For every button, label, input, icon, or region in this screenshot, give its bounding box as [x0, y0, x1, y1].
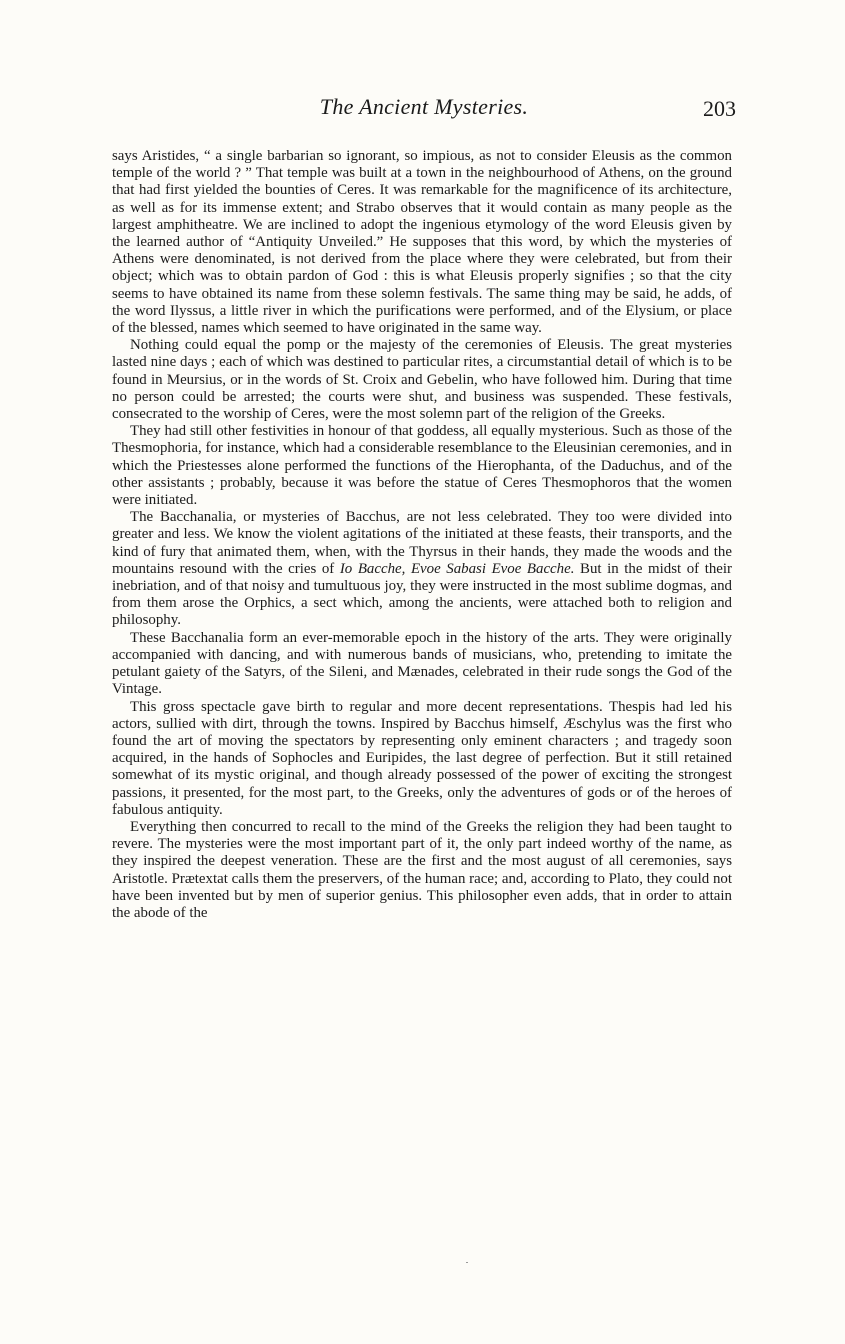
page-header [110, 94, 738, 124]
running-title: The Ancient Mysteries. [319, 94, 529, 119]
paragraph-7: Everything then concurred to recall to the mind of the Greeks the religion they had been taught to revere. The mysteries were the most important part of it, the only part indeed worthy of the name, as they inspired the deepest veneration. These are the first and the most august of all ceremonies, says Aristotle. Prætextat calls them the preservers, of the human race; and, according to Plato, they could not have been invented but by men of superior genius. This philosopher even adds, that in order to attain the abode of the [112, 818, 732, 921]
bacchic-cry: Io Bacche, Evoe Sabasi Evoe Bacche. [339, 560, 575, 577]
paragraph-4 [112, 509, 732, 629]
page-number: 203 [703, 96, 736, 121]
paragraph-2: Nothing could equal the pomp or the majesty of the ceremonies of Eleusis. The great mysteries lasted nine days ; each of which was destined to particular rites, a circumstantial detail of which is to be found in Meursius, or in the words of St. Croix and Gebelin, who have followed him. During that time no person could be arrested; the courts were shut, and business was suspended. These festivals, consecrated to the worship of Ceres, were the most solemn part of the religion of the Greeks. [112, 337, 732, 423]
paragraph-3: They had still other festivities in honour of that goddess, all equally mysterious. Such as those of the Thesmophoria, for instance, which had a considerable resemblance to the Eleusinian ceremonies, and in which the Priestesses alone performed the functions of the Hierophanta, of the Daduchus, and of the other assistants ; probably, because it was before the statue of Ceres Thesmophoros that the women were initiated. [112, 423, 732, 509]
paragraph-4-text-before: The Bacchanalia, or mysteries of Bacchus, are not less celebrated. They too were divided into greater and less. We know the violent agitations of the initiated at these feasts, their transports, and the kind of fury that animated them, when, with the Thyrsus in their hands, they made the woods and the mountains resound with the cries of [112, 509, 732, 577]
paragraph-1: says Aristides, “ a single barbarian so ignorant, so impious, as not to consider Eleusis as the common temple of the world ? ” That temple was built at a town in the neighbourhood of Athens, on the ground that had first yielded the bounties of Ceres. It was remarkable for the magnificence of its architecture, as well as for its immense extent; and Strabo observes that it would contain as many people as the largest amphitheatre. We are inclined to adopt the ingenious etymology of the word Eleusis given by the learned author of “Antiquity Unveiled.” He supposes that this word, by which the mysteries of Athens were denominated, is not derived from the place where they were celebrated, but from their object; which was to obtain pardon of God : this is what Eleusis properly signifies ; so that the city seems to have obtained its name from these solemn festivals. The same thing may be said, he adds, of the word Ilyssus, a little river in which the purifications were performed, and of the Elysium, or place of the blessed, names which seemed to have originated in the same way. [112, 148, 732, 337]
body-text [112, 148, 732, 922]
print-speck [466, 1262, 468, 1263]
paragraph-4-text-after: But in the midst of their inebriation, and of that noisy and tumultuous joy, they were instructed in the most sublime dogmas, and from them arose the Orphics, a sect which, among the ancients, were attached both to religion and philosophy. [112, 560, 732, 629]
paragraph-6: This gross spectacle gave birth to regular and more decent representations. Thespis had led his actors, sullied with dirt, through the towns. Inspired by Bacchus himself, Æschylus was the first who found the art of moving the spectators by representing only eminent characters ; and tragedy soon acquired, in the hands of Sophocles and Euripides, the last degree of perfection. But it still retained somewhat of its mystic original, and though already possessed of the power of exciting the strongest passions, it presented, for the most part, to the Greeks, only the adventures of gods or of the heroes of fabulous antiquity. [112, 698, 732, 818]
paragraph-5: These Bacchanalia form an ever-memorable epoch in the history of the arts. They were originally accompanied with dancing, and with numerous bands of musicians, who, pretending to imitate the petulant gaiety of the Satyrs, of the Sileni, and Mænades, celebrated in their rude songs the God of the Vintage. [112, 629, 732, 698]
